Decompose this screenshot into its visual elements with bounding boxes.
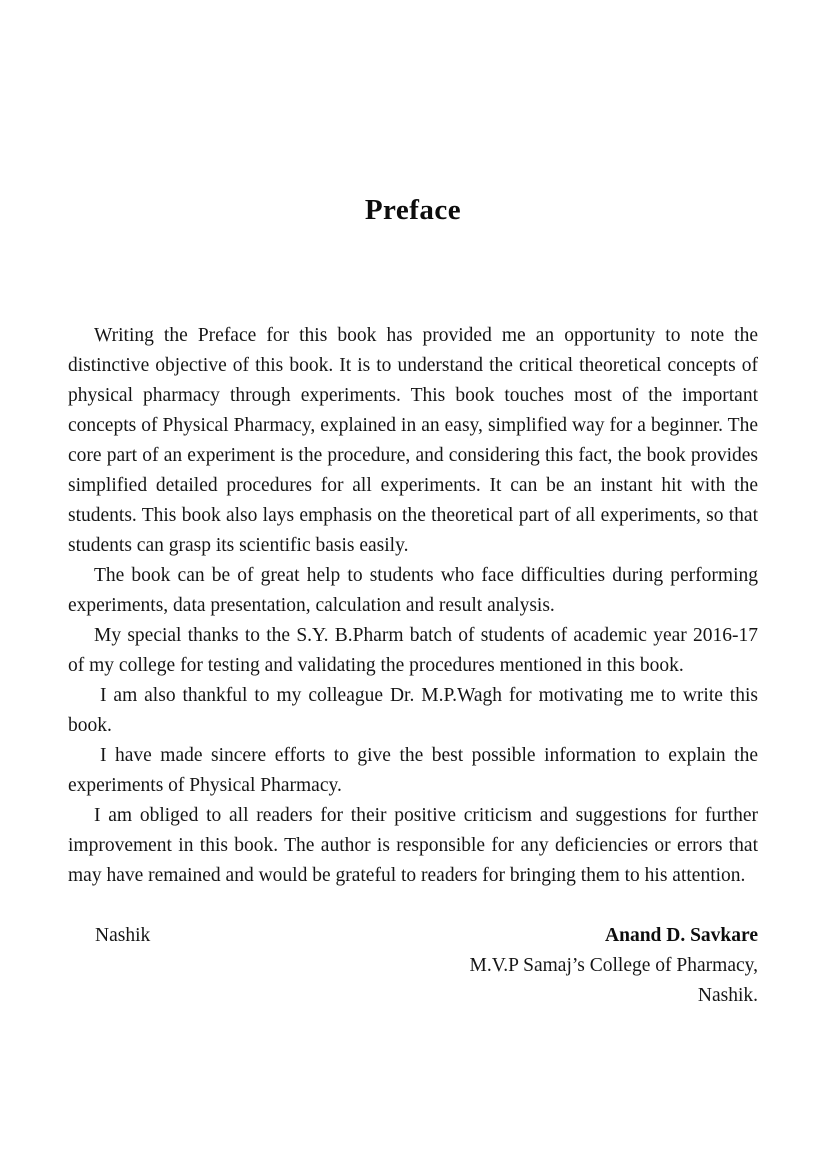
signature-place: Nashik (95, 925, 151, 946)
preface-body (68, 321, 758, 891)
preface-paragraph: The book can be of great help to students who face difficulties during performing experiments, data presentation, calculation and result analysis. (68, 565, 758, 616)
signature-row (68, 921, 758, 951)
preface-paragraph: I am also thankful to my colleague Dr. M.P.Wagh for motivating me to write this book. (68, 685, 758, 736)
preface-paragraph: I am obliged to all readers for their positive criticism and suggestions for further improvement in this book. The author is responsible for any deficiencies or errors that may have remained and would be grateful to readers for bringing them to his attention. (68, 805, 758, 886)
signature-block (68, 921, 758, 1011)
page-title: Preface (364, 194, 462, 226)
signature-city: Nashik. (697, 985, 758, 1006)
signature-author: Anand D. Savkare (605, 925, 758, 946)
preface-paragraph: My special thanks to the S.Y. B.Pharm batch of students of academic year 2016-17 of my college for testing and validating the procedures mentioned in this book. (68, 625, 758, 676)
signature-affiliation: M.V.P Samaj’s College of Pharmacy, (469, 955, 758, 976)
preface-paragraph: Writing the Preface for this book has provided me an opportunity to note the distinctive objective of this book. It is to understand the critical theoretical concepts of physical pharmacy through experiments. This book touches most of the important concepts of Physical Pharmacy, explained in an easy, simplified way for a beginner. The core part of an experiment is the procedure, and considering this fact, the book provides simplified detailed procedures for all experiments. It can be an instant hit with the students. This book also lays emphasis on the theoretical part of all experiments, so that students can grasp its scientific basis easily. (68, 325, 758, 556)
preface-paragraph: I have made sincere efforts to give the best possible information to explain the experiments of Physical Pharmacy. (68, 745, 758, 796)
